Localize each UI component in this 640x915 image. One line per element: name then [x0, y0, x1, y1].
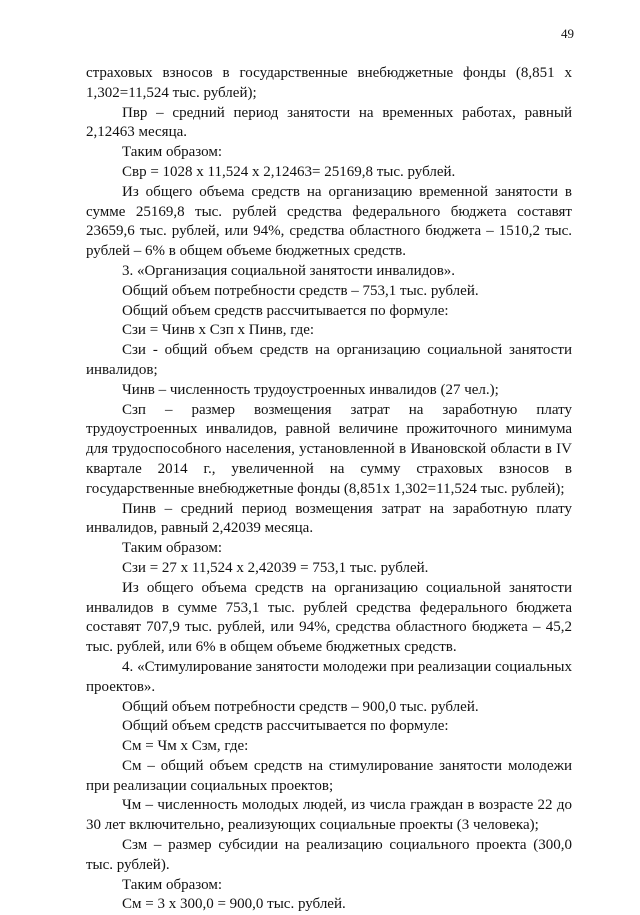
formula-svr-result: Свр = 1028 х 11,524 х 2,12463= 25169,8 тыс. рублей. — [122, 163, 456, 180]
definition-chinv: Чинв – численность трудоустроенных инвалидов (27 чел.); — [122, 381, 499, 398]
formula-sm-result: См = 3 х 300,0 = 900,0 тыс. рублей. — [122, 896, 346, 913]
paragraph-temporary-employment-budget: Из общего объема средств на организацию временной занятости в сумме 25169,8 тыс. рублей средства федерального бюджета составят 23659,6 тыс. рублей, или 94%, средства областного бюджета – 1510,2 тыс. рублей – 6% в общем объеме бюджетных средств. — [86, 183, 572, 260]
paragraph-pvr-definition: Пвр – средний период занятости на временных работах, равный 2,12463 месяца. — [86, 104, 572, 141]
definition-szp: Сзп – размер возмещения затрат на заработную плату трудоустроенных инвалидов, равной величине прожиточного минимума для трудоспособного населения, установленной в Ивановской области в IV квартале 2014 г., увеличенной на сумму страховых взносов в государственные внебюджетные фонды (8,851х 1,302=11,524 тыс. рублей); — [86, 401, 572, 497]
page-number: 49 — [561, 26, 574, 41]
definition-szi: Сзи - общий объем средств на организацию социальной занятости инвалидов; — [86, 342, 572, 378]
paragraph-disabled-employment-budget: Из общего объема средств на организацию социальной занятости инвалидов в сумме 753,1 тыс. рублей средства федерального бюджета составят 707,9 тыс. рублей, или 94%, средства областного бюджета – 45,2 тыс. рублей, или 6% в общем объеме бюджетных средств. — [86, 579, 572, 656]
paragraph-thus: Таким образом: — [122, 144, 223, 161]
formula-szi: Сзи = Чинв х Сзп х Пинв, где: — [122, 322, 315, 339]
formula-szi-result: Сзи = 27 х 11,524 х 2,42039 = 753,1 тыс. рублей. — [122, 559, 429, 576]
paragraph-total-need: Общий объем потребности средств – 753,1 тыс. рублей. — [122, 282, 479, 299]
formula-sm: См = Чм х Сзм, где: — [122, 738, 249, 755]
section-heading-youth-employment: 4. «Стимулирование занятости молодежи при реализации социальных проектов». — [86, 658, 572, 695]
paragraph-formula-intro: Общий объем средств рассчитывается по формуле: — [122, 302, 449, 319]
definition-pinv: Пинв – средний период возмещения затрат на заработную плату инвалидов, равный 2,42039 месяца. — [86, 500, 572, 537]
definition-chm: Чм – численность молодых людей, из числа граждан в возрасте 22 до 30 лет включительно, реализующих социальные проекты (3 человека); — [86, 797, 572, 834]
paragraph-thus: Таким образом: — [122, 876, 223, 893]
paragraph-total-need: Общий объем потребности средств – 900,0 тыс. рублей. — [122, 698, 479, 715]
section-heading-disabled-employment: 3. «Организация социальной занятости инвалидов». — [122, 262, 456, 279]
definition-szm: Сзм – размер субсидии на реализацию социального проекта (300,0 тыс. рублей). — [86, 837, 572, 873]
document-body — [86, 64, 572, 915]
definition-sm: См – общий объем средств на стимулирование занятости молодежи при реализации социальных проектов; — [86, 757, 572, 794]
paragraph-thus: Таким образом: — [122, 540, 223, 557]
paragraph-continuation: страховых взносов в государственные внебюджетные фонды (8,851 х 1,302=11,524 тыс. рублей); — [86, 65, 572, 101]
paragraph-formula-intro: Общий объем средств рассчитывается по формуле: — [122, 718, 449, 735]
